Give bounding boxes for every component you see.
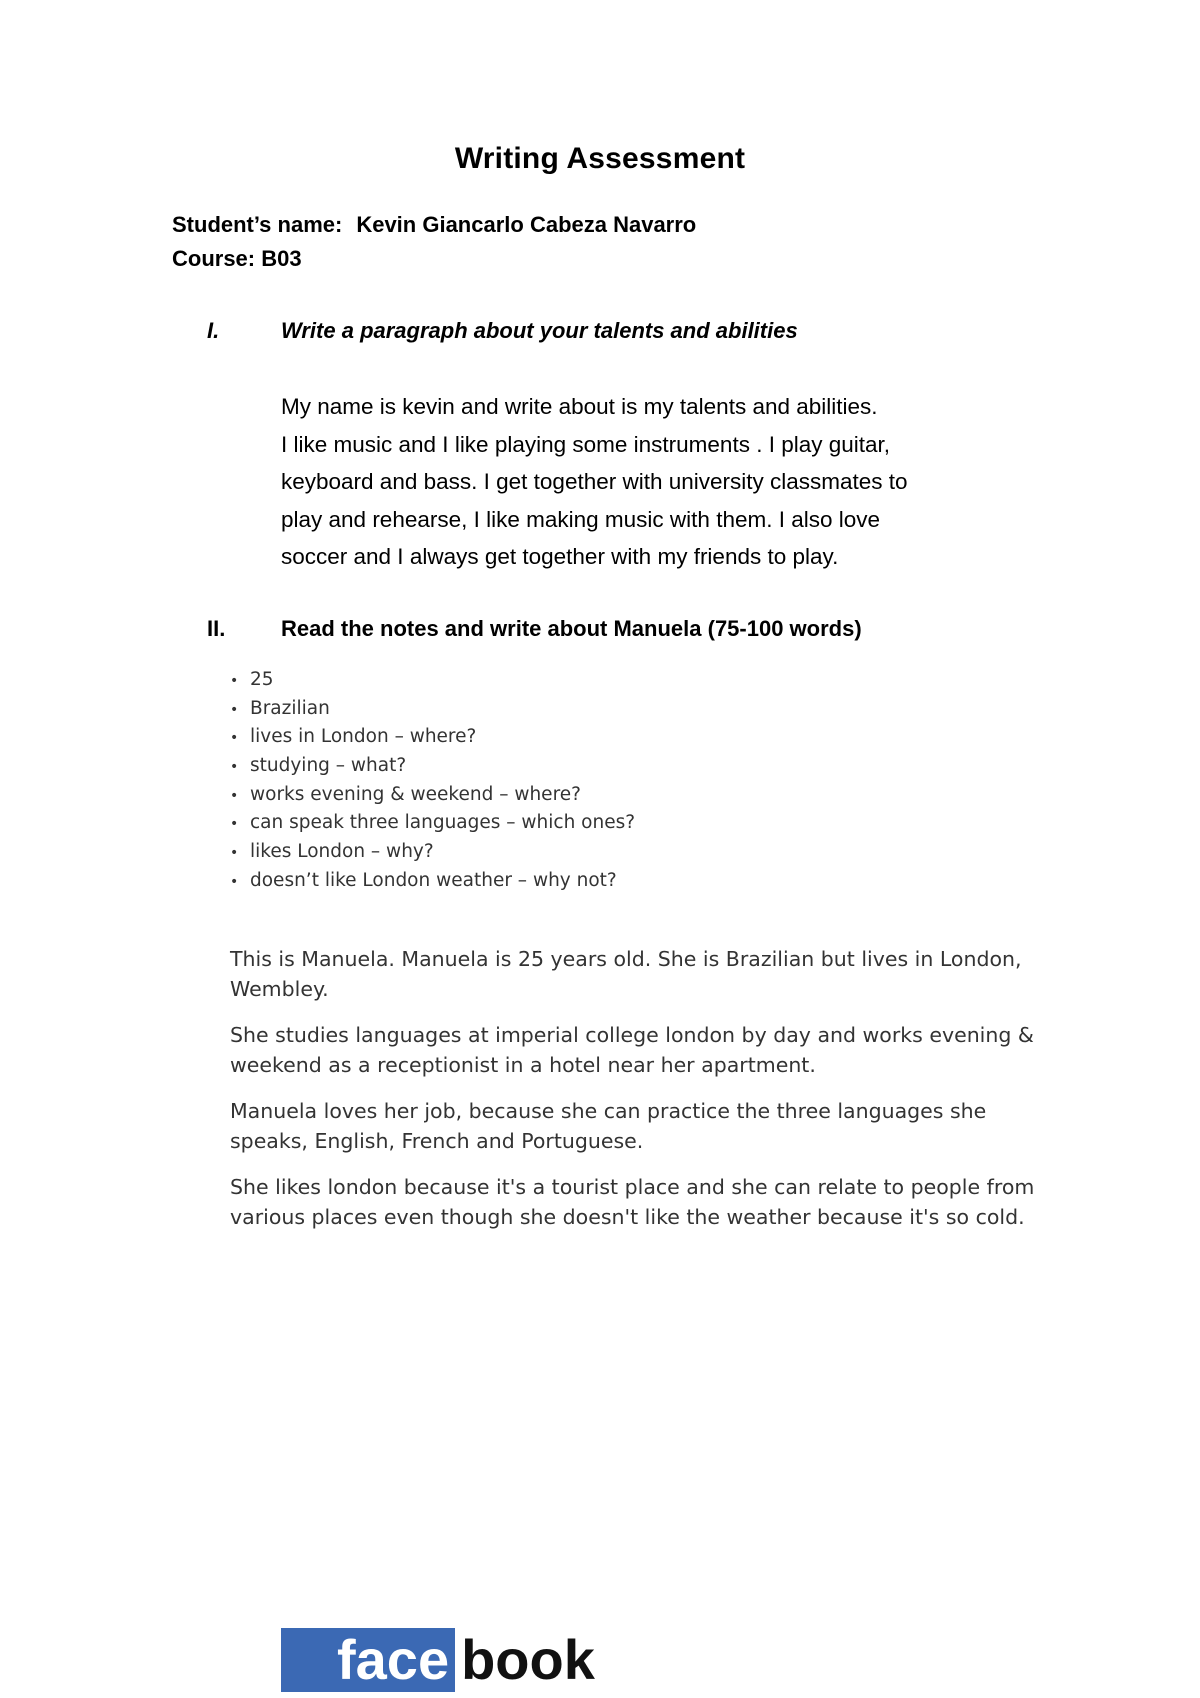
logo-face: face: [281, 1628, 455, 1692]
page-title: Writing Assessment: [454, 142, 746, 175]
answer-paragraph: This is Manuela. Manuela is 25 years old. She is Brazilian but lives in London, Wembley.: [230, 947, 1022, 1001]
bullet-icon: •: [230, 701, 239, 718]
bullet-icon: •: [230, 873, 239, 890]
list-item: • studying – what?: [230, 752, 635, 781]
student-name-label: Student’s name:: [172, 212, 343, 237]
section-1-number: I.: [207, 318, 220, 343]
bullet-icon: •: [230, 816, 239, 833]
paragraph-line: keyboard and bass. I get together with university classmates to: [281, 469, 908, 494]
bullet-icon: •: [230, 673, 239, 689]
facebook-logo: [281, 1628, 595, 1692]
list-item: • 25: [230, 666, 635, 695]
list-item: • can speak three languages – which ones?: [230, 809, 635, 838]
bullet-icon: •: [230, 759, 239, 776]
section-2-title: Read the notes and write about Manuela (75-100 words): [281, 616, 862, 641]
section-1-heading: [207, 318, 798, 344]
section-1-title: Write a paragraph about your talents and abilities: [281, 318, 798, 343]
notes-list: [230, 666, 635, 896]
student-name-value: Kevin Giancarlo Cabeza Navarro: [356, 212, 697, 237]
list-item: • Brazilian: [230, 695, 635, 724]
course-line: Course: B03: [172, 246, 302, 271]
bullet-icon: •: [230, 730, 239, 747]
paragraph-line: I like music and I like playing some instruments . I play guitar,: [281, 431, 891, 457]
paragraph-line: soccer and I always get together with my friends to play.: [281, 544, 839, 569]
talents-paragraph: [281, 388, 1041, 576]
list-item: • doesn’t like London weather – why not?: [230, 867, 635, 896]
paragraph-line: My name is kevin and write about is my talents and abilities.: [281, 394, 878, 419]
student-name-line: [172, 212, 696, 238]
list-item: • works evening & weekend – where?: [230, 781, 635, 810]
answer-paragraph: She likes london because it's a tourist place and she can relate to people from various places even though she doesn't like the weather because it's so cold.: [230, 1175, 1035, 1229]
answer-paragraph: She studies languages at imperial college london by day and works evening & weekend as a receptionist in a hotel near her apartment.: [230, 1023, 1034, 1077]
section-2-heading: [207, 616, 862, 642]
list-item: • lives in London – where?: [230, 723, 635, 752]
bullet-icon: •: [230, 845, 239, 862]
answer-paragraph: Manuela loves her job, because she can practice the three languages she speaks, English, French and Portuguese.: [230, 1099, 987, 1153]
manuela-answer: [230, 944, 1040, 1248]
paragraph-line: play and rehearse, I like making music with them. I also love: [281, 506, 881, 532]
list-item: • likes London – why?: [230, 838, 635, 867]
section-2-number: II.: [207, 616, 226, 641]
logo-book: book: [461, 1628, 595, 1691]
bullet-icon: •: [230, 787, 239, 804]
